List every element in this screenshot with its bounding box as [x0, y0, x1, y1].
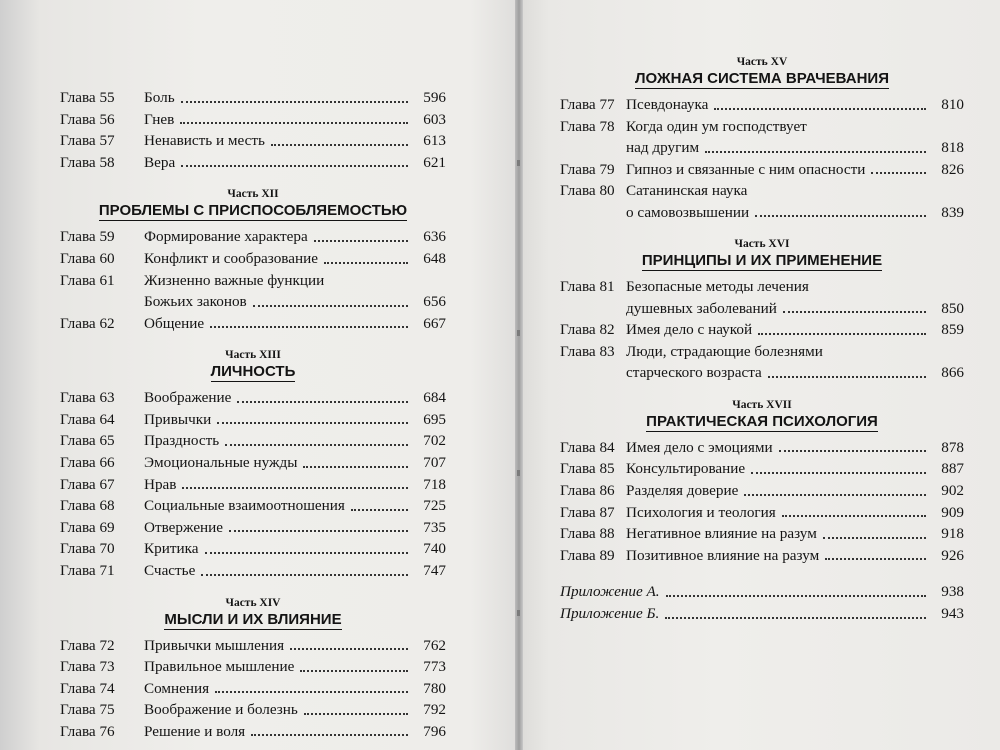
chapter-label: Глава 69	[60, 518, 115, 536]
chapter-label: Глава 62	[60, 314, 115, 332]
toc-entry	[60, 721, 446, 743]
toc-group	[560, 276, 964, 384]
toc-entry	[60, 474, 446, 496]
chapter-title: Имея дело с наукой	[626, 321, 753, 339]
toc-entry	[60, 538, 446, 560]
chapter-title: Люди, страдающие болезнями	[626, 342, 823, 360]
dot-leader	[665, 617, 926, 619]
chapter-title: Ненависть и месть	[144, 132, 265, 150]
toc-entry	[560, 480, 964, 502]
chapter-label: Глава 72	[60, 636, 115, 654]
page-number: 596	[423, 89, 446, 106]
toc-entry	[60, 430, 446, 452]
dot-leader	[225, 444, 408, 446]
toc-entry	[60, 248, 446, 270]
dot-leader	[303, 466, 408, 468]
toc-entry	[560, 319, 964, 341]
toc-entry	[560, 458, 964, 480]
dot-leader	[825, 558, 926, 560]
page-number: 866	[941, 364, 964, 382]
page-number: 859	[941, 321, 964, 339]
dot-leader	[782, 515, 926, 517]
toc-entry	[560, 437, 964, 459]
chapter-label: Глава 77	[560, 96, 615, 113]
dot-leader	[229, 530, 408, 532]
toc-group	[60, 87, 446, 173]
dot-leader	[823, 537, 926, 539]
chapter-title: Консультирование	[626, 460, 746, 478]
part-title	[560, 70, 964, 90]
chapter-label: Глава 71	[60, 561, 115, 579]
chapter-title: Формирование характера	[144, 228, 308, 246]
chapter-label: Глава 79	[560, 160, 615, 178]
chapter-title-continued: Божьих законов	[144, 293, 247, 311]
chapter-label: Глава 84	[560, 438, 615, 456]
chapter-title-continued: душевных заболеваний	[626, 299, 777, 317]
dot-leader	[779, 450, 926, 452]
toc-group	[60, 387, 446, 581]
chapter-title: Безопасные методы лечения	[626, 278, 809, 296]
binding-stitch	[517, 610, 520, 616]
dot-leader	[751, 472, 926, 474]
chapter-label: Глава 78	[560, 117, 615, 135]
page-number: 648	[423, 249, 446, 267]
chapter-label: Глава 67	[60, 475, 115, 493]
dot-leader	[210, 326, 408, 328]
page-number: 818	[941, 139, 964, 156]
dot-leader	[744, 494, 926, 496]
toc-entry	[60, 130, 446, 152]
part-label: Часть XV	[736, 56, 788, 68]
toc-group	[560, 94, 964, 223]
chapter-title: Нрав	[144, 475, 177, 493]
chapter-title: Привычки	[144, 410, 212, 428]
toc-entry	[60, 387, 446, 409]
part-title-text: ПРАКТИЧЕСКАЯ ПСИХОЛОГИЯ	[646, 412, 878, 430]
page-number: 943	[941, 604, 964, 622]
dot-leader	[324, 262, 408, 264]
toc-entry	[560, 523, 964, 545]
part-label: Часть XIII	[225, 349, 281, 362]
page-number: 826	[941, 160, 964, 178]
toc-entry	[560, 116, 964, 159]
chapter-label: Глава 70	[60, 540, 115, 558]
chapter-label: Глава 57	[60, 132, 115, 150]
appendix-label: Приложение А.	[560, 583, 660, 601]
chapter-title-continued: над другим	[626, 139, 700, 157]
toc-entry	[60, 517, 446, 539]
chapter-title: Когда один ум господствует	[626, 117, 807, 135]
toc-group	[60, 226, 446, 334]
page-number: 735	[423, 518, 446, 536]
dot-leader	[201, 574, 408, 576]
dot-leader	[705, 151, 926, 153]
dot-leader	[300, 670, 408, 672]
chapter-label: Глава 73	[60, 658, 115, 676]
page-number: 887	[941, 460, 964, 478]
toc-entry	[560, 180, 964, 223]
dot-leader	[182, 487, 408, 489]
page-number: 773	[423, 658, 446, 676]
page-number: 902	[941, 481, 964, 499]
chapter-label: Глава 61	[60, 271, 115, 289]
page-number: 718	[423, 475, 446, 493]
toc-entry	[560, 94, 964, 116]
part-title	[60, 202, 446, 222]
appendix-entry	[560, 603, 964, 625]
dot-leader	[253, 305, 408, 307]
binding-stitch	[517, 470, 520, 476]
chapter-label: Глава 68	[60, 497, 115, 515]
part-label: Часть XVII	[732, 398, 792, 411]
toc-group	[560, 581, 964, 624]
page-number: 810	[941, 96, 964, 113]
part-title	[560, 252, 964, 272]
part-title	[60, 363, 446, 383]
page-number: 796	[423, 722, 446, 740]
toc-entry	[60, 678, 446, 700]
page-number: 918	[941, 525, 964, 543]
chapter-label: Глава 87	[560, 503, 615, 521]
page-number: 725	[423, 497, 446, 515]
chapter-title: Негативное влияние на разум	[626, 525, 817, 543]
chapter-label: Глава 55	[60, 89, 115, 106]
right-toc-column	[560, 41, 964, 625]
dot-leader	[271, 144, 408, 146]
toc-entry	[60, 226, 446, 248]
toc-entry	[560, 276, 964, 319]
chapter-label: Глава 63	[60, 389, 115, 407]
chapter-title: Эмоциональные нужды	[144, 453, 298, 471]
chapter-title: Правильное мышление	[144, 658, 295, 676]
part-title-text: ПРОБЛЕМЫ С ПРИСПОСОБЛЯЕМОСТЬЮ	[98, 202, 408, 220]
chapter-title: Социальные взаимоотношения	[144, 497, 345, 515]
book-gutter	[515, 0, 523, 750]
page-number: 603	[423, 110, 446, 128]
dot-leader	[181, 165, 408, 167]
page-number: 695	[423, 410, 446, 428]
dot-leader	[351, 509, 408, 511]
page-number: 878	[941, 438, 964, 456]
chapter-title: Сатанинская наука	[626, 182, 748, 200]
chapter-label: Глава 74	[60, 679, 115, 697]
dot-leader	[217, 422, 408, 424]
toc-entry	[60, 313, 446, 335]
toc-entry	[560, 545, 964, 567]
part-title	[60, 611, 446, 631]
page-number: 762	[423, 636, 446, 654]
toc-entry	[60, 656, 446, 678]
toc-entry	[60, 409, 446, 431]
chapter-title-continued: о самовозвышении	[626, 203, 750, 221]
page-number: 707	[423, 453, 446, 471]
dot-leader	[304, 713, 408, 715]
toc-entry	[60, 699, 446, 721]
chapter-title: Критика	[144, 540, 199, 558]
chapter-title: Отвержение	[144, 518, 224, 536]
chapter-title: Гнев	[144, 110, 175, 128]
chapter-label: Глава 80	[560, 182, 615, 200]
chapter-title: Воображение	[144, 389, 232, 407]
chapter-label: Глава 56	[60, 110, 115, 128]
dot-leader	[237, 401, 408, 403]
dot-leader	[180, 122, 408, 124]
chapter-label: Глава 83	[560, 342, 615, 360]
toc-entry	[60, 270, 446, 313]
appendix-label: Приложение Б.	[560, 604, 660, 622]
chapter-label: Глава 81	[560, 278, 615, 296]
dot-leader	[755, 215, 926, 217]
chapter-title: Воображение и болезнь	[144, 701, 298, 719]
chapter-label: Глава 65	[60, 432, 115, 450]
chapter-title: Имея дело с эмоциями	[626, 438, 773, 456]
dot-leader	[666, 595, 926, 597]
page-number: 938	[941, 583, 964, 601]
appendix-entry	[560, 581, 964, 603]
page-number: 740	[423, 540, 446, 558]
chapter-label: Глава 86	[560, 481, 615, 499]
page-number: 792	[423, 701, 446, 719]
toc-entry	[60, 87, 446, 109]
dot-leader	[783, 311, 926, 313]
page-number: 850	[941, 299, 964, 317]
toc-entry	[560, 502, 964, 524]
chapter-title: Позитивное влияние на разум	[626, 546, 820, 564]
part-title-text: МЫСЛИ И ИХ ВЛИЯНИЕ	[164, 610, 342, 628]
chapter-label: Глава 59	[60, 228, 115, 246]
chapter-label: Глава 66	[60, 453, 115, 471]
binding-stitch	[517, 330, 520, 336]
toc-entry	[560, 159, 964, 181]
chapter-label: Глава 88	[560, 525, 615, 543]
toc-entry	[60, 635, 446, 657]
dot-leader	[181, 101, 408, 103]
dot-leader	[871, 172, 926, 174]
chapter-title: Гипноз и связанные с ним опасности	[626, 160, 866, 178]
page-number: 656	[423, 292, 446, 310]
toc-group	[60, 635, 446, 743]
dot-leader	[215, 691, 408, 693]
chapter-title: Боль	[144, 89, 175, 106]
dot-leader	[758, 333, 926, 335]
page-number: 909	[941, 503, 964, 521]
toc-entry	[560, 341, 964, 384]
chapter-label: Глава 75	[60, 701, 115, 719]
page-number: 839	[941, 203, 964, 221]
chapter-label: Глава 60	[60, 249, 115, 267]
part-title-text: ЛИЧНОСТЬ	[210, 363, 296, 381]
chapter-label: Глава 89	[560, 546, 615, 564]
binding-stitch	[517, 160, 520, 166]
toc-entry	[60, 452, 446, 474]
part-label: Часть XVI	[734, 238, 790, 251]
chapter-label: Глава 76	[60, 722, 115, 740]
dot-leader	[205, 552, 408, 554]
page-number: 780	[423, 679, 446, 697]
chapter-title: Псевдонаука	[626, 96, 709, 113]
chapter-title-continued: старческого возраста	[626, 364, 762, 382]
chapter-title: Привычки мышления	[144, 636, 285, 654]
chapter-title: Счастье	[144, 561, 196, 579]
part-label: Часть XIV	[225, 596, 281, 609]
chapter-title: Разделяя доверие	[626, 481, 739, 499]
page-number: 667	[423, 314, 446, 332]
chapter-title: Вера	[144, 153, 176, 171]
dot-leader	[314, 240, 408, 242]
chapter-title: Конфликт и сообразование	[144, 249, 319, 267]
chapter-label: Глава 85	[560, 460, 615, 478]
page-number: 636	[423, 228, 446, 246]
part-label: Часть XII	[227, 188, 279, 201]
toc-group	[560, 437, 964, 567]
page-number: 621	[423, 153, 446, 171]
dot-leader	[714, 108, 926, 110]
toc-entry	[60, 495, 446, 517]
chapter-label: Глава 58	[60, 153, 115, 171]
toc-entry	[60, 109, 446, 131]
chapter-label: Глава 82	[560, 321, 615, 339]
chapter-title: Сомнения	[144, 679, 210, 697]
dot-leader	[768, 376, 926, 378]
page-number: 747	[423, 561, 446, 579]
part-title-text: ПРИНЦИПЫ И ИХ ПРИМЕНЕНИЕ	[641, 252, 883, 270]
chapter-title: Праздность	[144, 432, 220, 450]
page-number: 613	[423, 132, 446, 150]
dot-leader	[251, 734, 408, 736]
chapter-title: Общение	[144, 314, 205, 332]
page-number: 684	[423, 389, 446, 407]
page-number: 926	[941, 546, 964, 564]
chapter-title: Психология и теология	[626, 503, 776, 521]
chapter-label: Глава 64	[60, 410, 115, 428]
toc-entry	[60, 152, 446, 174]
page-number: 702	[423, 432, 446, 450]
chapter-title: Жизненно важные функции	[144, 271, 325, 289]
part-title-text: ЛОЖНАЯ СИСТЕМА ВРАЧЕВАНИЯ	[635, 70, 889, 87]
left-toc-column	[60, 87, 446, 742]
chapter-title: Решение и воля	[144, 722, 246, 740]
toc-entry	[60, 560, 446, 582]
dot-leader	[290, 648, 408, 650]
part-title	[560, 413, 964, 433]
